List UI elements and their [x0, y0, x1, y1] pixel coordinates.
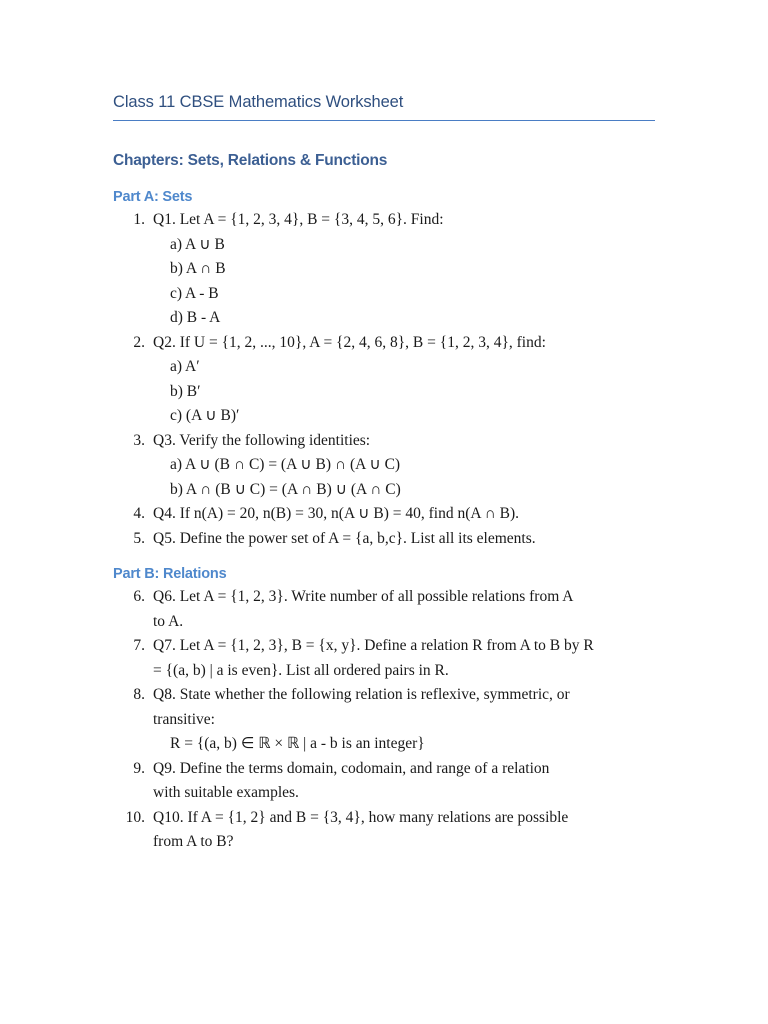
- question-continuation: to A.: [153, 612, 184, 630]
- list-item: [0, 806, 768, 831]
- subpart-text: c) (A ∪ B)′: [170, 407, 240, 424]
- question-continuation: transitive:: [153, 710, 215, 728]
- list-item: [0, 757, 768, 782]
- question-text: Q4. If n(A) = 20, n(B) = 30, n(A ∪ B) = 40, find n(A ∩ B).: [153, 505, 520, 522]
- subpart-line: [0, 404, 768, 429]
- list-item: [0, 585, 768, 610]
- question-number: 8.: [133, 686, 145, 703]
- subpart-line: [0, 257, 768, 282]
- subpart-line: [0, 282, 768, 307]
- question-text: Q8. State whether the following relation is reflexive, symmetric, or: [153, 686, 570, 703]
- part-b-heading: Part B: Relations: [113, 566, 227, 582]
- list-item: [0, 502, 768, 527]
- subpart-text: b) A ∩ B: [170, 260, 226, 277]
- part-a-heading: Part A: Sets: [113, 189, 193, 205]
- list-item: [0, 208, 768, 233]
- continuation-line: [0, 659, 768, 684]
- question-number: 1.: [133, 211, 145, 228]
- list-item: [0, 527, 768, 552]
- question-text: Q5. Define the power set of A = {a, b,c}. List all its elements.: [153, 529, 536, 547]
- question-continuation: = {(a, b) | a is even}. List all ordered pairs in R.: [153, 661, 449, 679]
- document-title: Class 11 CBSE Mathematics Worksheet: [113, 93, 404, 111]
- continuation-line: [0, 708, 768, 733]
- subpart-line: [0, 306, 768, 331]
- subpart-text: a) A′: [170, 358, 200, 375]
- question-continuation: from A to B?: [153, 833, 234, 850]
- question-text: Q1. Let A = {1, 2, 3, 4}, B = {3, 4, 5, 6}. Find:: [153, 211, 444, 228]
- chapters-heading: Chapters: Sets, Relations & Functions: [113, 152, 388, 169]
- continuation-line: [0, 610, 768, 635]
- subpart-text: b) B′: [170, 382, 201, 400]
- question-text: Q3. Verify the following identities:: [153, 431, 371, 449]
- subpart-line: [0, 355, 768, 380]
- question-number: 5.: [133, 529, 145, 547]
- question-number: 7.: [133, 637, 145, 654]
- title-underline: [113, 120, 655, 121]
- subpart-text: a) A ∪ B: [170, 235, 225, 253]
- question-number: 4.: [133, 505, 145, 522]
- question-number: 6.: [133, 588, 145, 605]
- continuation-line: [0, 781, 768, 806]
- question-number: 10.: [125, 808, 145, 826]
- subpart-line: [0, 380, 768, 405]
- question-text: Q6. Let A = {1, 2, 3}. Write number of all possible relations from A: [153, 588, 574, 605]
- relation-definition: R = {(a, b) ∈ ℝ × ℝ | a - b is an integer}: [170, 735, 425, 752]
- subpart-line: [0, 453, 768, 478]
- part-b-question-list: [0, 585, 768, 855]
- question-text: Q2. If U = {1, 2, ..., 10}, A = {2, 4, 6, 8}, B = {1, 2, 3, 4}, find:: [153, 333, 546, 351]
- question-text: Q9. Define the terms domain, codomain, and range of a relation: [153, 759, 550, 777]
- subpart-line: [0, 478, 768, 503]
- subpart-line: [0, 732, 768, 757]
- question-number: 9.: [133, 759, 145, 777]
- question-continuation: with suitable examples.: [153, 784, 299, 801]
- list-item: [0, 634, 768, 659]
- question-text: Q10. If A = {1, 2} and B = {3, 4}, how many relations are possible: [153, 808, 569, 826]
- subpart-text: a) A ∪ (B ∩ C) = (A ∪ B) ∩ (A ∪ C): [170, 456, 401, 473]
- question-text: Q7. Let A = {1, 2, 3}, B = {x, y}. Define a relation R from A to B by R: [153, 637, 594, 654]
- continuation-line: [0, 830, 768, 855]
- question-number: 2.: [133, 333, 145, 351]
- subpart-text: d) B - A: [170, 309, 221, 326]
- list-item: [0, 429, 768, 454]
- list-item: [0, 331, 768, 356]
- subpart-text: b) A ∩ (B ∪ C) = (A ∩ B) ∪ (A ∩ C): [170, 480, 401, 498]
- subpart-text: c) A - B: [170, 284, 219, 302]
- question-number: 3.: [133, 431, 145, 449]
- subpart-line: [0, 233, 768, 258]
- list-item: [0, 683, 768, 708]
- part-a-question-list: [0, 208, 768, 551]
